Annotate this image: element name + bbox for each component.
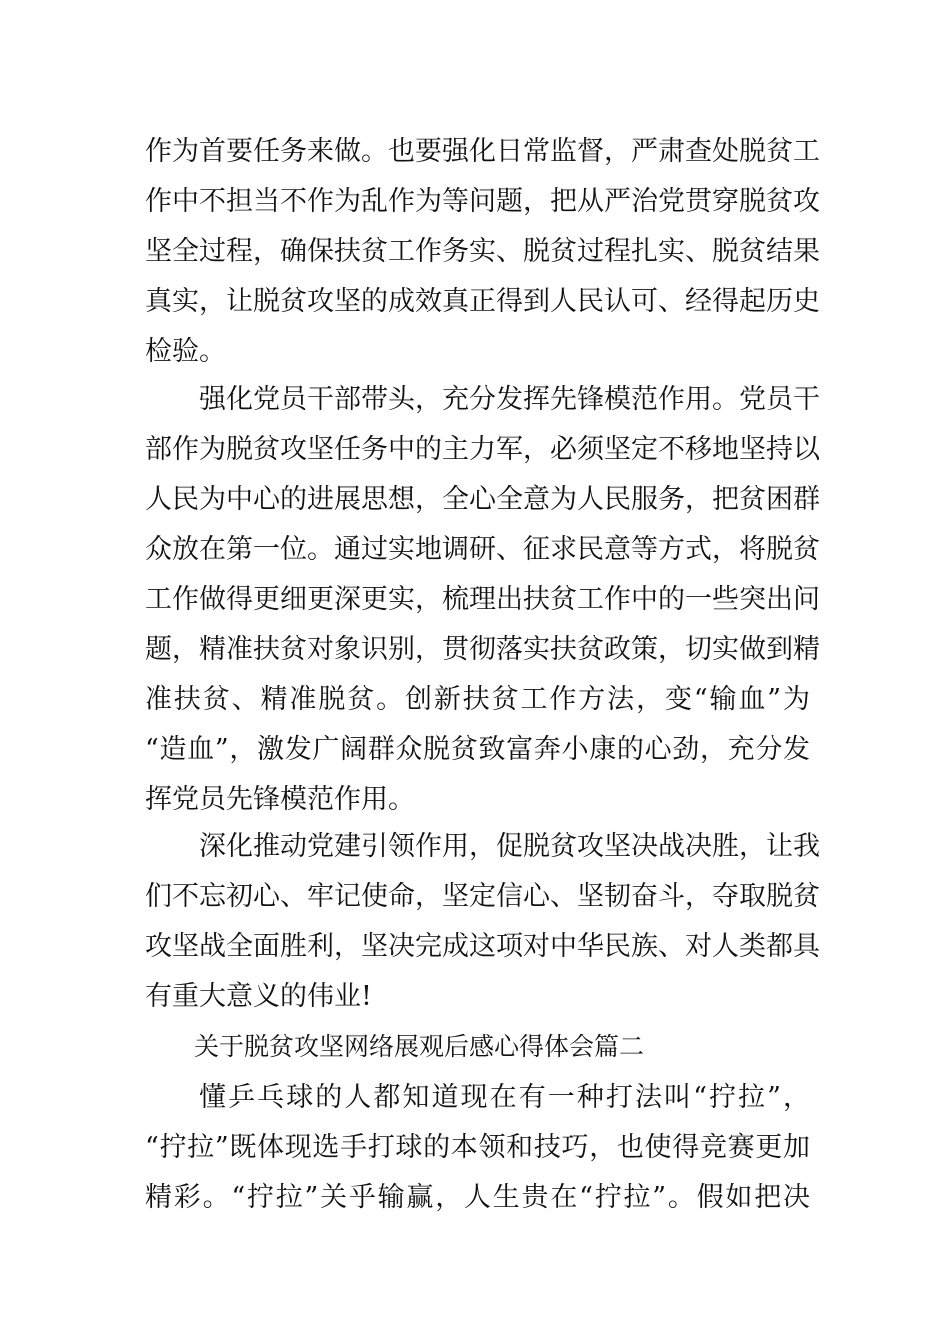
paragraph-line: 深化推动党建引领作用，促脱贫攻坚决战决胜，让我 [199,831,820,862]
section-heading: 关于脱贫攻坚网络展观后感心得体会篇二 [194,1032,645,1061]
paragraph-line: 检验。 [145,336,226,367]
paragraph-line: 作为首要任务来做。也要强化日常监督，严肃查处脱贫工 [145,136,820,167]
paragraph-line: 有重大意义的伟业! [145,981,372,1012]
paragraph-line: 强化党员干部带头，充分发挥先锋模范作用。党员干 [199,384,820,415]
paragraph-line: “造血”，激发广阔群众脱贫致富奔小康的心劲，充分发 [145,734,810,765]
paragraph-line: 挥党员先锋模范作用。 [145,784,415,815]
paragraph-line: 懂乒乓球的人都知道现在有一种打法叫“拧拉”， [199,1082,810,1113]
paragraph-line: 作中不担当不作为乱作为等问题，把从严治党贯穿脱贫攻 [145,186,820,217]
paragraph-line: 题，精准扶贫对象识别，贯彻落实扶贫政策，切实做到精 [145,634,820,665]
paragraph-line: 坚全过程，确保扶贫工作务实、脱贫过程扎实、脱贫结果 [145,236,820,267]
paragraph-line: 众放在第一位。通过实地调研、征求民意等方式，将脱贫 [145,534,820,565]
paragraph-line: 精彩。“拧拉”关乎输赢，人生贵在“拧拉”。假如把决 [145,1182,810,1213]
paragraph-line: 部作为脱贫攻坚任务中的主力军，必须坚定不移地坚持以 [145,434,820,465]
paragraph-line: 准扶贫、精准脱贫。创新扶贫工作方法，变“输血”为 [145,684,810,715]
paragraph-line: 人民为中心的进展思想，全心全意为人民服务，把贫困群 [145,484,820,515]
paragraph-line: 工作做得更细更深更实，梳理出扶贫工作中的一些突出问 [145,584,820,615]
paragraph-line: “拧拉”既体现选手打球的本领和技巧，也使得竞赛更加 [145,1132,810,1163]
paragraph-line: 们不忘初心、牢记使命，坚定信心、坚韧奋斗，夺取脱贫 [145,881,820,912]
paragraph-line: 真实，让脱贫攻坚的成效真正得到人民认可、经得起历史 [145,286,820,317]
paragraph-line: 攻坚战全面胜利，坚决完成这项对中华民族、对人类都具 [145,931,820,962]
